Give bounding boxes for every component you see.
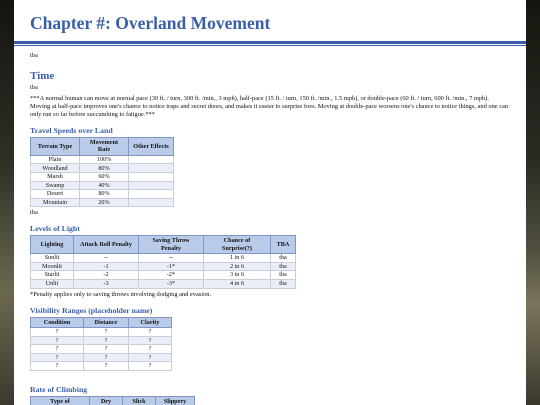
climbing-header-cell: Type of <box>31 396 90 405</box>
light-header-cell: Saving Throw Penalty <box>139 236 204 254</box>
light-header-cell: TBA <box>271 236 296 254</box>
visibility-heading: Visibility Ranges (placeholder name) <box>30 305 153 315</box>
travel-cell: 100% <box>80 155 129 164</box>
document-page <box>14 0 526 405</box>
travel-cell <box>129 198 174 207</box>
visibility-row <box>31 345 172 354</box>
travel-row <box>31 173 174 182</box>
light-cell: Unlit <box>31 279 74 288</box>
light-cell: 1 in 6 <box>204 254 271 263</box>
time-tba: tba <box>30 84 38 91</box>
climbing-header-cell: Slick <box>123 396 156 405</box>
visibility-cell: ? <box>129 336 172 345</box>
visibility-cell: ? <box>129 362 172 371</box>
visibility-row <box>31 362 172 371</box>
travel-row <box>31 190 174 199</box>
background-left <box>0 0 14 405</box>
travel-cell <box>129 190 174 199</box>
light-header-row <box>31 236 296 254</box>
light-row <box>31 271 296 280</box>
travel-cell <box>129 173 174 182</box>
visibility-cell: ? <box>31 336 84 345</box>
travel-header-cell: Movement Rate <box>80 138 129 156</box>
travel-cell: 20% <box>80 198 129 207</box>
light-table <box>30 235 296 288</box>
visibility-row <box>31 336 172 345</box>
travel-table <box>30 137 174 207</box>
light-cell: tba <box>271 254 296 263</box>
intro-text: tba <box>30 52 38 59</box>
light-row <box>31 254 296 263</box>
time-body: ***A normal human can move at normal pace (30 ft. / turn, 300 ft. /min., 3 mph), half-pace (15 ft. / turn, 150 ft. /min., 1.5 mph), or double-pace (60 ft. / turn, 600 ft. /min., 7 mph). Moving at half-pace improves one's chance to notice traps and secret doors, and makes it easier to surprise foes. Moving at double-pace worsens one's chance to notice things, and one can only run so far before succumbing to fatigue.*** <box>30 95 509 118</box>
light-cell: -2* <box>139 271 204 280</box>
travel-cell: Woodland <box>31 164 80 173</box>
travel-row <box>31 198 174 207</box>
light-cell: -- <box>74 254 139 263</box>
travel-cell: 40% <box>80 181 129 190</box>
climbing-table <box>30 396 195 405</box>
travel-cell: Desert <box>31 190 80 199</box>
climbing-header-row <box>31 396 195 405</box>
light-heading: Levels of Light <box>30 224 80 234</box>
visibility-table <box>30 317 172 371</box>
travel-row <box>31 155 174 164</box>
travel-header-row <box>31 138 174 156</box>
visibility-cell: ? <box>84 336 129 345</box>
page-title: Chapter #: Overland Movement <box>30 13 271 33</box>
travel-cell: Plain <box>31 155 80 164</box>
light-cell: Sunlit <box>31 254 74 263</box>
light-cell: -2 <box>74 271 139 280</box>
light-header-cell: Chance of Surprise(?) <box>204 236 271 254</box>
travel-header-cell: Other Effects <box>129 138 174 156</box>
visibility-cell: ? <box>84 362 129 371</box>
travel-cell: 60% <box>80 173 129 182</box>
light-cell: tba <box>271 279 296 288</box>
travel-cell: Mountain <box>31 198 80 207</box>
light-cell: tba <box>271 262 296 271</box>
title-rule-thin <box>14 45 526 46</box>
light-cell: 2 in 6 <box>204 262 271 271</box>
visibility-header-cell: Distance <box>84 317 129 327</box>
climbing-header-cell: Dry <box>90 396 123 405</box>
travel-heading: Travel Speeds over Land <box>30 126 113 135</box>
title-rule <box>14 41 526 44</box>
light-cell: Moonlit <box>31 262 74 271</box>
travel-cell: Marsh <box>31 173 80 182</box>
travel-cell: 80% <box>80 190 129 199</box>
climbing-heading: Rate of Climbing <box>30 384 88 394</box>
light-row <box>31 279 296 288</box>
visibility-cell: ? <box>31 362 84 371</box>
visibility-cell: ? <box>31 327 84 336</box>
light-cell: Starlit <box>31 271 74 280</box>
travel-after: tba <box>30 209 38 217</box>
visibility-cell: ? <box>129 353 172 362</box>
travel-cell: Swamp <box>31 181 80 190</box>
visibility-cell: ? <box>31 353 84 362</box>
light-cell: -1* <box>139 262 204 271</box>
travel-row <box>31 164 174 173</box>
travel-cell: 80% <box>80 164 129 173</box>
light-row <box>31 262 296 271</box>
travel-cell <box>129 155 174 164</box>
light-cell: 4 in 6 <box>204 279 271 288</box>
travel-cell <box>129 164 174 173</box>
visibility-cell: ? <box>129 327 172 336</box>
background-right <box>526 0 540 405</box>
visibility-cell: ? <box>84 353 129 362</box>
travel-cell <box>129 181 174 190</box>
section-heading-time: Time <box>30 70 55 82</box>
visibility-cell: ? <box>84 345 129 354</box>
visibility-header-row <box>31 317 172 327</box>
visibility-row <box>31 327 172 336</box>
visibility-header-cell: Clarity <box>129 317 172 327</box>
visibility-cell: ? <box>84 327 129 336</box>
light-cell: tba <box>271 271 296 280</box>
visibility-cell: ? <box>31 345 84 354</box>
visibility-cell: ? <box>129 345 172 354</box>
climbing-header-cell: Slippery <box>156 396 195 405</box>
light-cell: -3* <box>139 279 204 288</box>
light-cell: -1 <box>74 262 139 271</box>
travel-header-cell: Terrain Type <box>31 138 80 156</box>
content <box>14 52 526 405</box>
light-note: *Penalty applies only to saving throws involving dodging and evasion. <box>30 290 212 298</box>
travel-row <box>31 181 174 190</box>
visibility-row <box>31 353 172 362</box>
visibility-header-cell: Condition <box>31 317 84 327</box>
light-header-cell: Attack Roll Penalty <box>74 236 139 254</box>
light-header-cell: Lighting <box>31 236 74 254</box>
light-cell: -3 <box>74 279 139 288</box>
light-cell: 3 in 6 <box>204 271 271 280</box>
light-cell: -- <box>139 254 204 263</box>
